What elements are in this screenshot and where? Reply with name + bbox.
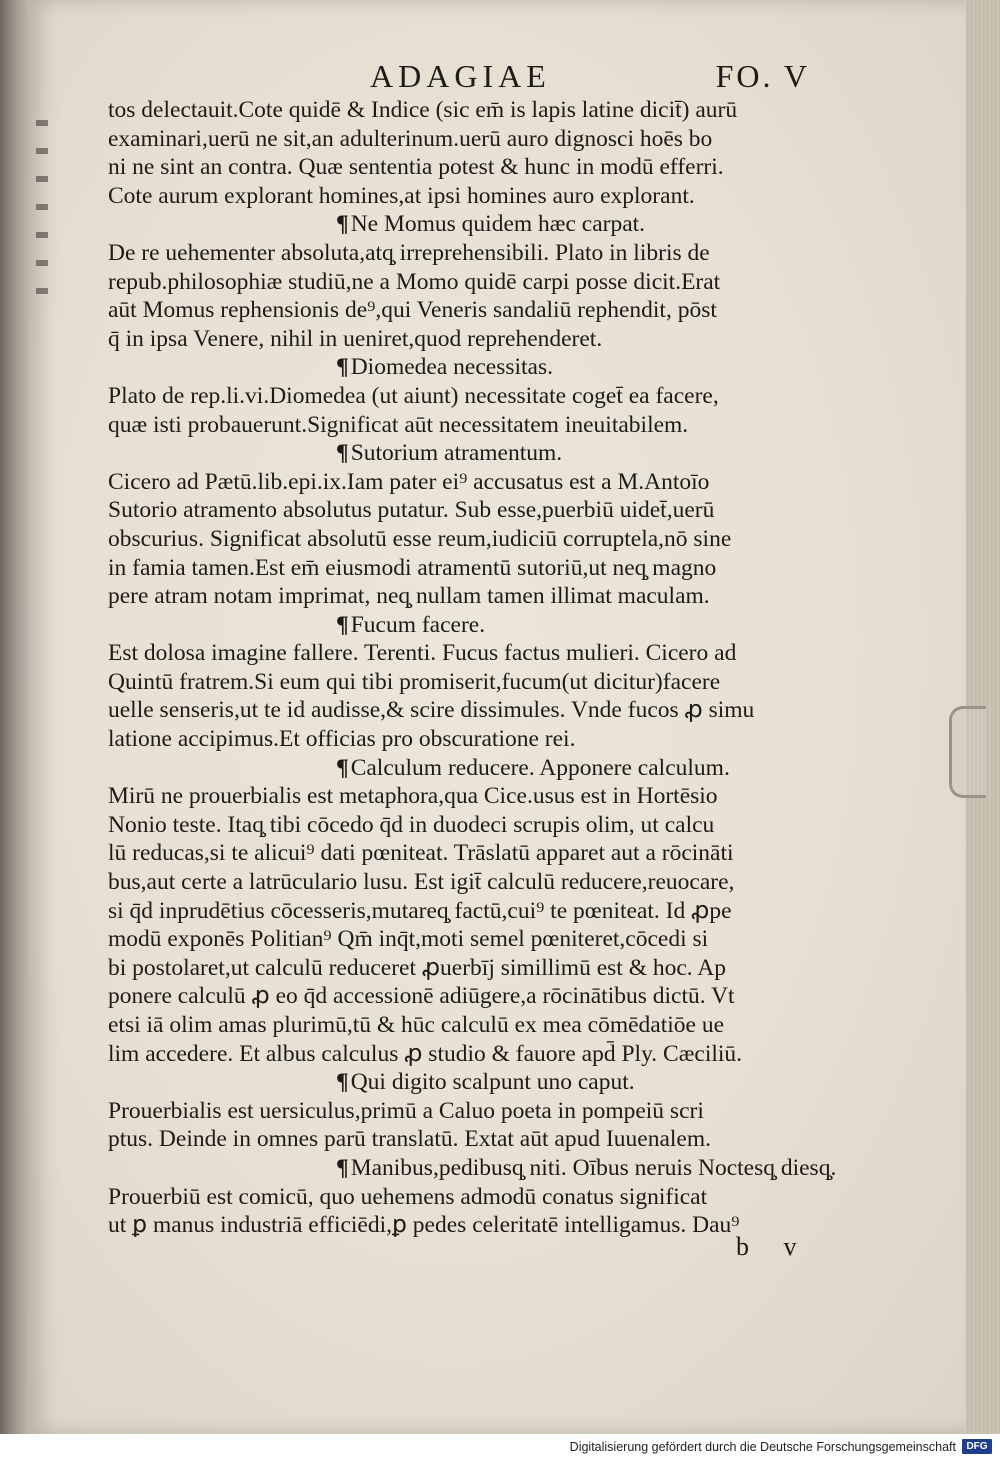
adage-heading bbox=[108, 210, 843, 239]
line-text: Plato de rep.li.vi.Diomedea (ut aiunt) necessitate coget̄ ea facere, bbox=[108, 382, 719, 409]
text-line bbox=[108, 925, 843, 954]
text-line bbox=[108, 868, 843, 897]
line-text: si q̄d inprudētius cōcesseris,mutareq̧ factū,cui⁹ te pœniteat. Id ꝓpe bbox=[108, 897, 732, 924]
line-text: ptus. Deinde in omnes parū translatū. Extat aūt apud Iuuenalem. bbox=[108, 1126, 712, 1153]
text-line bbox=[108, 1011, 843, 1040]
text-line bbox=[108, 982, 843, 1011]
line-text: obscurius. Significat absolutū esse reum,iudiciū corruptela,nō sine bbox=[108, 525, 732, 552]
text-line bbox=[108, 496, 843, 525]
text-line bbox=[108, 954, 843, 983]
adage-heading bbox=[108, 1154, 843, 1183]
running-title: ADAGIAE bbox=[370, 58, 551, 94]
pilcrow-icon: ¶ bbox=[336, 1069, 349, 1096]
text-line bbox=[108, 525, 843, 554]
line-text: Calculum reducere. Apponere calculum. bbox=[350, 754, 730, 781]
line-text: ut ꝑ manus industriā efficiēdi,ꝑ pedes celeritatē intelligamus. Dau⁹ bbox=[108, 1212, 740, 1239]
text-line bbox=[108, 1097, 843, 1126]
text-line bbox=[108, 696, 843, 725]
text-line bbox=[108, 239, 843, 268]
text-line bbox=[108, 468, 843, 497]
text-line bbox=[108, 1040, 843, 1069]
footer-bar bbox=[0, 1434, 1000, 1460]
line-text: etsi iā olim amas plurimū,tū & hūc calculū ex mea cōmēdatiōe ue bbox=[108, 1012, 725, 1038]
line-text: ponere calculū ꝓ eo q̄d accessionē adiūgere,a rōcinātibus dictū. Vt bbox=[108, 983, 735, 1010]
line-text: Sutorio atramento absolutus putatur. Sub esse,puerbiū uidet̄,uerū bbox=[108, 497, 715, 524]
text-line bbox=[108, 125, 843, 154]
spine-marks bbox=[36, 120, 48, 310]
dfg-logo: DFG bbox=[962, 1439, 992, 1454]
text-line bbox=[108, 1125, 843, 1154]
adage-heading bbox=[108, 611, 843, 640]
folio-number: FO. V bbox=[715, 58, 810, 94]
line-text: Cote aurum explorant homines,at ipsi homines auro explorant. bbox=[108, 182, 695, 209]
text-line bbox=[108, 725, 843, 754]
line-text: lū reducas,si te alicui⁹ dati pœniteat. Trāslatū apparet aut a rōcināti bbox=[108, 840, 734, 867]
line-text: q̄ in ipsa Venere, nihil in ueniret,quod reprehenderet. bbox=[108, 325, 603, 352]
line-text: latione accipimus.Et officias pro obscuratione rei. bbox=[108, 726, 576, 753]
line-text: aūt Momus rephensionis de⁹,qui Veneris sandaliū rephendit, pōst bbox=[108, 297, 717, 324]
funding-credit: Digitalisierung gefördert durch die Deutsche Forschungsgemeinschaft bbox=[569, 1440, 956, 1454]
page-clip bbox=[949, 706, 986, 798]
line-text: Qui digito scalpunt uno caput. bbox=[350, 1069, 635, 1096]
line-text: De re uehementer absoluta,atq̧ irreprehensibili. Plato in libris de bbox=[108, 239, 710, 266]
page-header bbox=[370, 58, 810, 98]
line-text: in famia tamen.Est em̄ eiusmodi atramentū sutoriū,ut neq̧ magno bbox=[108, 554, 717, 581]
text-line bbox=[108, 668, 843, 697]
line-text: examinari,uerū ne sit,an adulterinum.uerū auro dignosci hoēs bo bbox=[108, 125, 713, 152]
text-line bbox=[108, 268, 843, 297]
text-line bbox=[108, 1211, 843, 1240]
text-line bbox=[108, 1183, 843, 1212]
line-text: ni ne sint an contra. Quæ sententia potest & hunc in modū efferri. bbox=[108, 154, 724, 181]
text-block bbox=[108, 96, 843, 1240]
text-line bbox=[108, 382, 843, 411]
line-text: Prouerbialis est uersiculus,primū a Caluo poeta in pompeiū scri bbox=[108, 1097, 704, 1124]
text-line bbox=[108, 96, 843, 125]
line-text: modū exponēs Politian⁹ Qm̄ inq̄t,moti semel pœniteret,cōcedi si bbox=[108, 926, 709, 953]
text-line bbox=[108, 411, 843, 440]
pilcrow-icon: ¶ bbox=[336, 611, 349, 638]
adage-heading bbox=[108, 754, 843, 783]
text-line bbox=[108, 582, 843, 611]
line-text: Est dolosa imagine fallere. Terenti. Fucus factus mulieri. Cicero ad bbox=[108, 640, 737, 667]
text-line bbox=[108, 639, 843, 668]
signature-mark: b v bbox=[736, 1232, 811, 1261]
line-text: Fucum facere. bbox=[350, 611, 486, 638]
line-text: Sutorium atramentum. bbox=[350, 440, 563, 467]
line-text: quæ isti probauerunt.Significat aūt necessitatem ineuitabilem. bbox=[108, 411, 689, 438]
text-line bbox=[108, 897, 843, 926]
line-text: lim accedere. Et albus calculus ꝓ studio & fauore apd̄ Ply. Cæciliū. bbox=[108, 1040, 743, 1067]
text-line bbox=[108, 182, 843, 211]
pilcrow-icon: ¶ bbox=[336, 354, 349, 381]
text-line bbox=[108, 153, 843, 182]
line-text: bi postolaret,ut calculū reduceret ꝓuerbīj simillimū est & hoc. Ap bbox=[108, 954, 726, 981]
line-text: Diomedea necessitas. bbox=[350, 354, 553, 381]
line-text: Cicero ad Pætū.lib.epi.ix.Iam pater ei⁹ accusatus est a M.Antoīo bbox=[108, 468, 710, 495]
text-line bbox=[108, 782, 843, 811]
text-line bbox=[108, 325, 843, 354]
pilcrow-icon: ¶ bbox=[336, 211, 349, 238]
pilcrow-icon: ¶ bbox=[336, 754, 349, 781]
pilcrow-icon: ¶ bbox=[336, 1154, 349, 1181]
line-text: bus,aut certe a latrūculario lusu. Est igit̄ calculū reducere,reuocare, bbox=[108, 869, 735, 896]
line-text: Prouerbiū est comicū, quo uehemens admodū conatus significat bbox=[108, 1183, 708, 1210]
text-line bbox=[108, 811, 843, 840]
line-text: Nonio teste. Itaq̧ tibi cōcedo q̄d in duodeci scrupis olim, ut calcu bbox=[108, 811, 715, 838]
line-text: tos delectauit.Cote quidē & Indice (sic em̄ is lapis latine dicit̄) aurū bbox=[108, 97, 738, 123]
line-text: Quintū fratrem.Si eum qui tibi promiserit,fucum(ut dicitur)facere bbox=[108, 668, 721, 695]
line-text: uelle senseris,ut te id audisse,& scire dissimules. Vnde fucos ꝓ simu bbox=[108, 697, 755, 724]
adage-heading bbox=[108, 353, 843, 382]
text-line bbox=[108, 296, 843, 325]
line-text: Ne Momus quidem hæc carpat. bbox=[350, 211, 646, 238]
text-line bbox=[108, 839, 843, 868]
adage-heading bbox=[108, 439, 843, 468]
line-text: Mirū ne prouerbialis est metaphora,qua Cice.usus est in Hortēsio bbox=[108, 783, 718, 810]
pilcrow-icon: ¶ bbox=[336, 440, 349, 467]
adage-heading bbox=[108, 1068, 843, 1097]
line-text: pere atram notam imprimat, neq̧ nullam tamen illimat maculam. bbox=[108, 583, 710, 610]
text-line bbox=[108, 554, 843, 583]
line-text: repub.philosophiæ studiū,ne a Momo quidē carpi posse dicit.Erat bbox=[108, 268, 721, 295]
line-text: Manibus,pedibusq̧ niti. Oībus neruis Noctesq̧ diesq̧. bbox=[350, 1154, 837, 1181]
